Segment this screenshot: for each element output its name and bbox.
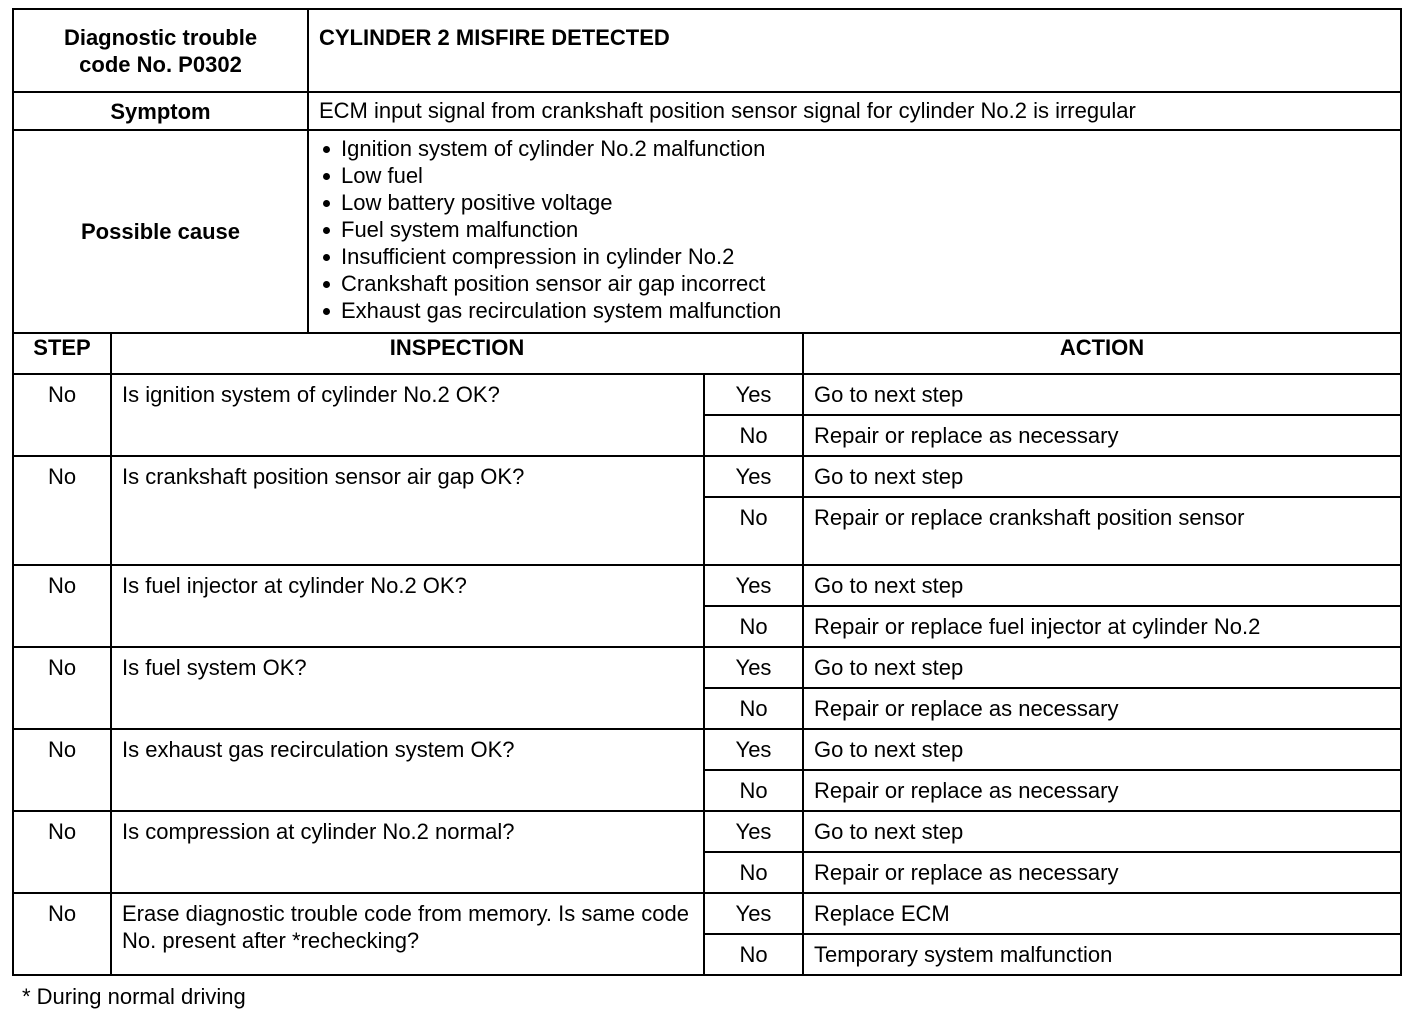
- step-row: [13, 647, 1401, 688]
- yes-action: Replace ECM: [803, 893, 1401, 934]
- no-label: No: [704, 770, 803, 811]
- step-number: No: [13, 647, 111, 729]
- yes-action: Go to next step: [803, 456, 1401, 497]
- cause-list: [309, 131, 1400, 324]
- symptom-text: ECM input signal from crankshaft position sensor signal for cylinder No.2 is irregular: [308, 92, 1401, 130]
- step-row: [13, 893, 1401, 934]
- column-header-row: [13, 333, 1401, 374]
- cause-item: Low fuel: [319, 162, 1390, 189]
- yes-label: Yes: [704, 647, 803, 688]
- yes-label: Yes: [704, 456, 803, 497]
- yes-label: Yes: [704, 374, 803, 415]
- symptom-label: Symptom: [13, 92, 308, 130]
- cause-item: Low battery positive voltage: [319, 189, 1390, 216]
- step-row: [13, 811, 1401, 852]
- step-inspection: Is fuel system OK?: [111, 647, 704, 729]
- column-step: STEP: [13, 333, 111, 374]
- no-action: Repair or replace as necessary: [803, 415, 1401, 456]
- step-number: No: [13, 893, 111, 975]
- no-label: No: [704, 606, 803, 647]
- diagnostic-sheet: [12, 8, 1400, 976]
- code-title: CYLINDER 2 MISFIRE DETECTED: [308, 9, 1401, 92]
- yes-action: Go to next step: [803, 811, 1401, 852]
- no-label: No: [704, 934, 803, 975]
- step-inspection: Is exhaust gas recirculation system OK?: [111, 729, 704, 811]
- yes-label: Yes: [704, 565, 803, 606]
- code-label-line2: code No. P0302: [79, 52, 242, 77]
- yes-action: Go to next step: [803, 729, 1401, 770]
- yes-label: Yes: [704, 893, 803, 934]
- cause-item: Crankshaft position sensor air gap incorrect: [319, 270, 1390, 297]
- cause-item: Ignition system of cylinder No.2 malfunction: [319, 135, 1390, 162]
- step-row: [13, 374, 1401, 415]
- cause-row: [13, 130, 1401, 333]
- step-inspection: Is ignition system of cylinder No.2 OK?: [111, 374, 704, 456]
- no-action: Repair or replace as necessary: [803, 770, 1401, 811]
- step-number: No: [13, 374, 111, 456]
- yes-label: Yes: [704, 729, 803, 770]
- no-action: Temporary system malfunction: [803, 934, 1401, 975]
- step-inspection: Erase diagnostic trouble code from memory. Is same code No. present after *rechecking?: [111, 893, 704, 975]
- no-action: Repair or replace as necessary: [803, 852, 1401, 893]
- code-label-cell: [13, 9, 308, 92]
- step-inspection: Is compression at cylinder No.2 normal?: [111, 811, 704, 893]
- yes-action: Go to next step: [803, 565, 1401, 606]
- cause-label: Possible cause: [13, 130, 308, 333]
- step-number: No: [13, 729, 111, 811]
- cause-item: Insufficient compression in cylinder No.2: [319, 243, 1390, 270]
- yes-action: Go to next step: [803, 647, 1401, 688]
- diagnostic-table: [12, 8, 1402, 976]
- no-label: No: [704, 852, 803, 893]
- no-action: Repair or replace crankshaft position sensor: [803, 497, 1401, 565]
- step-number: No: [13, 456, 111, 565]
- no-action: Repair or replace fuel injector at cylinder No.2: [803, 606, 1401, 647]
- no-label: No: [704, 415, 803, 456]
- no-label: No: [704, 688, 803, 729]
- column-inspection: INSPECTION: [111, 333, 803, 374]
- step-number: No: [13, 565, 111, 647]
- symptom-row: [13, 92, 1401, 130]
- footnote: * During normal driving: [22, 984, 246, 1009]
- yes-action: Go to next step: [803, 374, 1401, 415]
- step-row: [13, 565, 1401, 606]
- step-number: No: [13, 811, 111, 893]
- yes-label: Yes: [704, 811, 803, 852]
- step-inspection: Is fuel injector at cylinder No.2 OK?: [111, 565, 704, 647]
- no-label: No: [704, 497, 803, 565]
- column-action: ACTION: [803, 333, 1401, 374]
- cause-item: Fuel system malfunction: [319, 216, 1390, 243]
- step-row: [13, 729, 1401, 770]
- code-row: [13, 9, 1401, 92]
- code-label-line1: Diagnostic trouble: [63, 25, 258, 50]
- cause-item: Exhaust gas recirculation system malfunction: [319, 297, 1390, 324]
- cause-list-cell: [308, 130, 1401, 333]
- no-action: Repair or replace as necessary: [803, 688, 1401, 729]
- step-inspection: Is crankshaft position sensor air gap OK?: [111, 456, 704, 565]
- step-row: [13, 456, 1401, 497]
